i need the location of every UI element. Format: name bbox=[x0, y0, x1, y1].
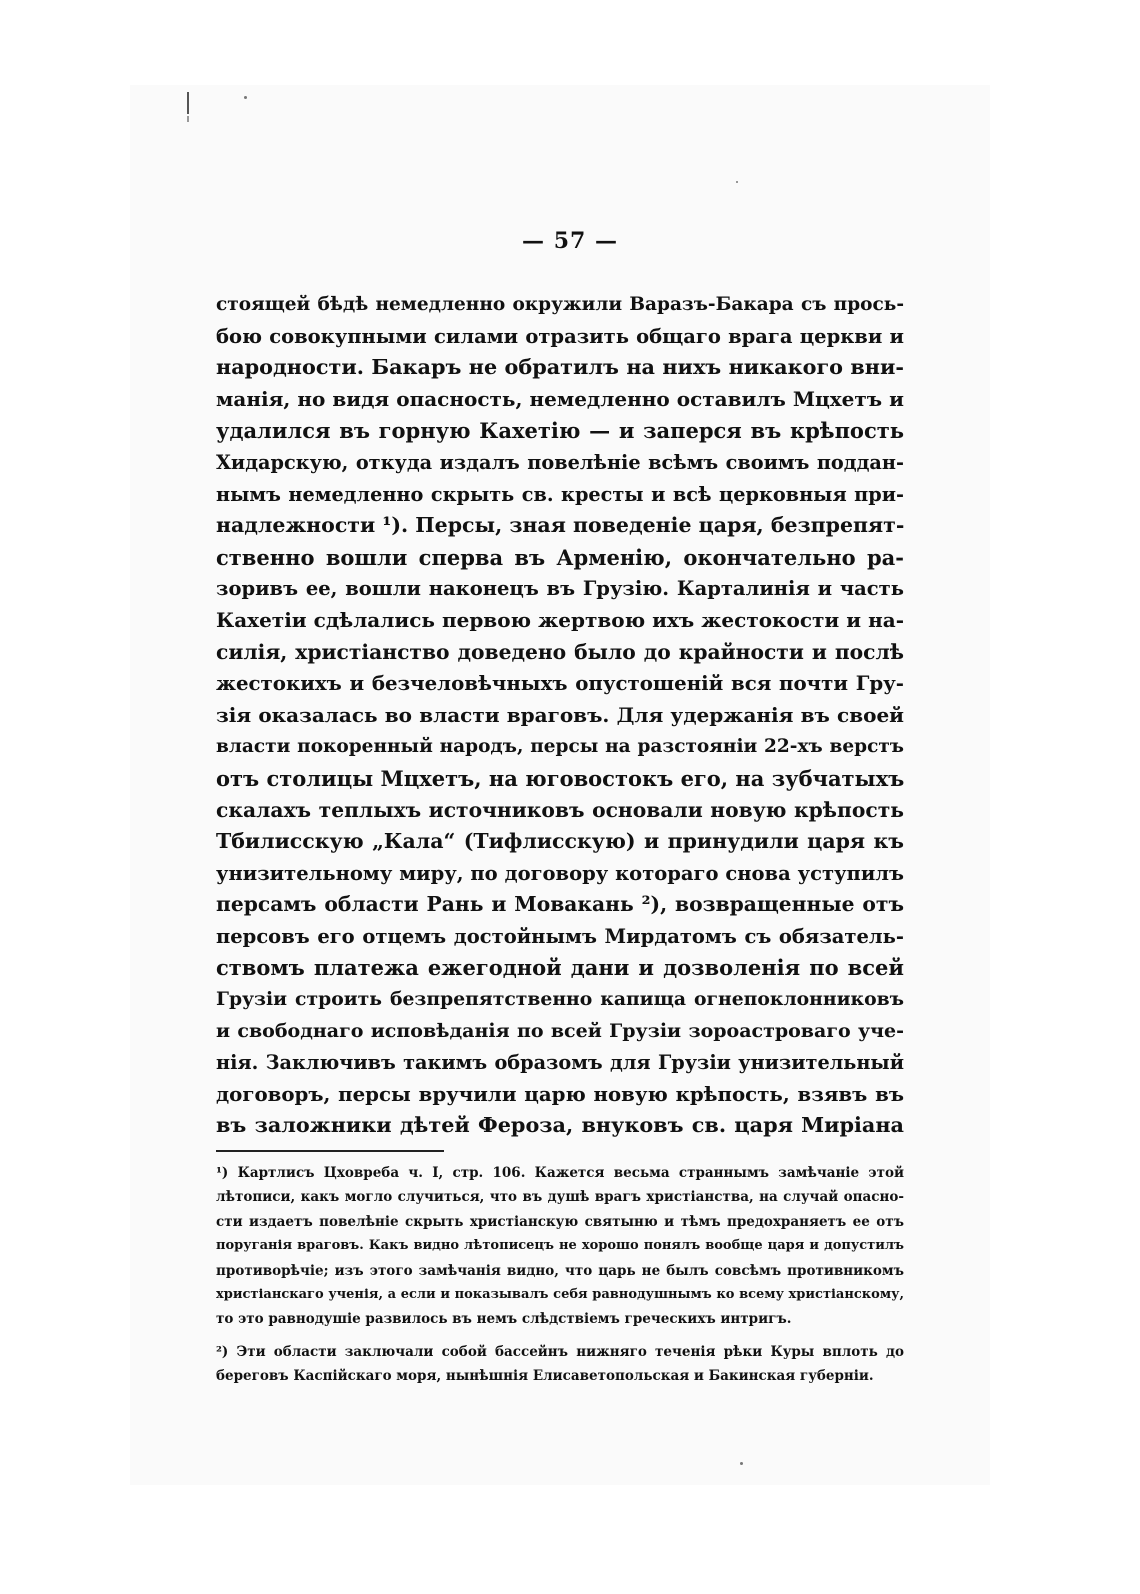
text-line: народности. Бакаръ не обратилъ на нихъ никакого вни- bbox=[216, 355, 904, 380]
text-line: удалился въ горную Кахетію — и заперся въ крѣпость bbox=[216, 418, 904, 444]
text-line: надлежности ¹). Персы, зная поведеніе царя, безпрепят- bbox=[216, 513, 904, 538]
text-line: стоящей бѣдѣ немедленно окружили Варазъ-Бакара съ прось- bbox=[216, 294, 904, 315]
footnote-line: поруганія враговъ. Какъ видно лѣтописецъ не хорошо понялъ вообще царя и допустилъ bbox=[216, 1238, 904, 1254]
text-line: скалахъ теплыхъ источниковъ основали новую крѣпость bbox=[216, 797, 904, 822]
page-number: — 57 — bbox=[522, 228, 618, 254]
scan-speck bbox=[244, 96, 247, 99]
text-line: зія оказалась во власти враговъ. Для удержанія въ своей bbox=[216, 702, 904, 727]
text-line: въ заложники дѣтей Фероза, внуковъ св. царя Миріана bbox=[216, 1113, 904, 1138]
scan-speck bbox=[736, 181, 738, 183]
footnote-line: ¹) Картлисъ Цховреба ч. I, стр. 106. Кажется весьма страннымъ замѣчаніе этой bbox=[216, 1165, 904, 1181]
text-line: жестокихъ и безчеловѣчныхъ опустошеній вся почти Гру- bbox=[216, 671, 904, 696]
footnote-2 bbox=[216, 1340, 904, 1389]
text-line: унизительному миру, по договору котораго снова уступилъ bbox=[216, 861, 904, 885]
text-line: зоривъ ее, вошли наконецъ въ Грузію. Карталинія и часть bbox=[216, 577, 904, 601]
text-line: договоръ, персы вручили царю новую крѣпость, взявъ въ bbox=[216, 1081, 904, 1106]
scan-edge-mark bbox=[187, 116, 189, 122]
footnote-line: противорѣчіе; изъ этого замѣчанія видно, что царь не былъ совсѣмъ противникомъ bbox=[216, 1262, 904, 1279]
text-line: манія, но видя опасность, немедленно оставилъ Мцхетъ и bbox=[216, 386, 904, 411]
footnote-line: ²) Эти области заключали собой бассейнъ нижняго теченія рѣки Куры вплоть до bbox=[216, 1343, 904, 1360]
text-line: бою совокупными силами отразить общаго врага церкви и bbox=[216, 324, 904, 348]
text-line: Кахетіи сдѣлались первою жертвою ихъ жестокости и на- bbox=[216, 607, 904, 632]
scan-speck bbox=[740, 1462, 743, 1465]
text-line: и свободнаго исповѣданія по всей Грузіи зороастроваго уче- bbox=[216, 1019, 904, 1042]
text-line: Грузіи строить безпрепятственно капища огнепоклонниковъ bbox=[216, 988, 904, 1011]
footnote-line: береговъ Каспійскаго моря, нынѣшнія Елисаветопольская и Бакинская губерніи. bbox=[216, 1368, 874, 1385]
footnote-line: то это равнодушіе развилось въ немъ слѣдствіемъ греческихъ интригъ. bbox=[216, 1311, 792, 1328]
footnote-1 bbox=[216, 1161, 904, 1332]
text-line: власти покоренный народъ, персы на разстояніи 22-хъ верстъ bbox=[216, 736, 904, 758]
footnote-line: христіанскаго ученія, а если и показывалъ себя равнодушнымъ ко всему христіанскому, bbox=[216, 1286, 904, 1302]
text-line: персовъ его отцемъ достойнымъ Мирдатомъ съ обязатель- bbox=[216, 924, 904, 948]
text-line: персамъ области Рань и Мовакань ²), возвращенные отъ bbox=[216, 892, 904, 917]
text-line: нымъ немедленно скрыть св. кресты и всѣ церковныя при- bbox=[216, 482, 904, 506]
text-line: отъ столицы Мцхетъ, на юговостокъ его, на зубчатыхъ bbox=[216, 765, 904, 791]
text-line: Тбилисскую „Кала“ (Тифлисскую) и принудили царя къ bbox=[216, 829, 904, 854]
footnote-divider bbox=[216, 1150, 444, 1152]
footnote-line: лѣтописи, какъ могло случиться, что въ душѣ врагъ христіанства, на случай опасно- bbox=[216, 1189, 904, 1206]
scan-edge-mark bbox=[187, 92, 189, 114]
footnote-line: сти издаетъ повелѣніе скрыть христіанскую святыню и тѣмъ предохраняетъ ее отъ bbox=[216, 1213, 904, 1230]
text-line: Хидарскую, откуда издалъ повелѣніе всѣмъ своимъ поддан- bbox=[216, 450, 904, 474]
text-line: нія. Заключивъ такимъ образомъ для Грузіи унизительный bbox=[216, 1051, 904, 1075]
text-line: ственно вошли сперва въ Арменію, окончательно ра- bbox=[216, 544, 904, 570]
main-text bbox=[216, 289, 904, 1142]
footnotes bbox=[216, 1161, 904, 1389]
text-line: силія, христіанство доведено было до крайности и послѣ bbox=[216, 639, 904, 664]
text-line: ствомъ платежа ежегодной дани и дозволенія по всей bbox=[216, 955, 904, 981]
